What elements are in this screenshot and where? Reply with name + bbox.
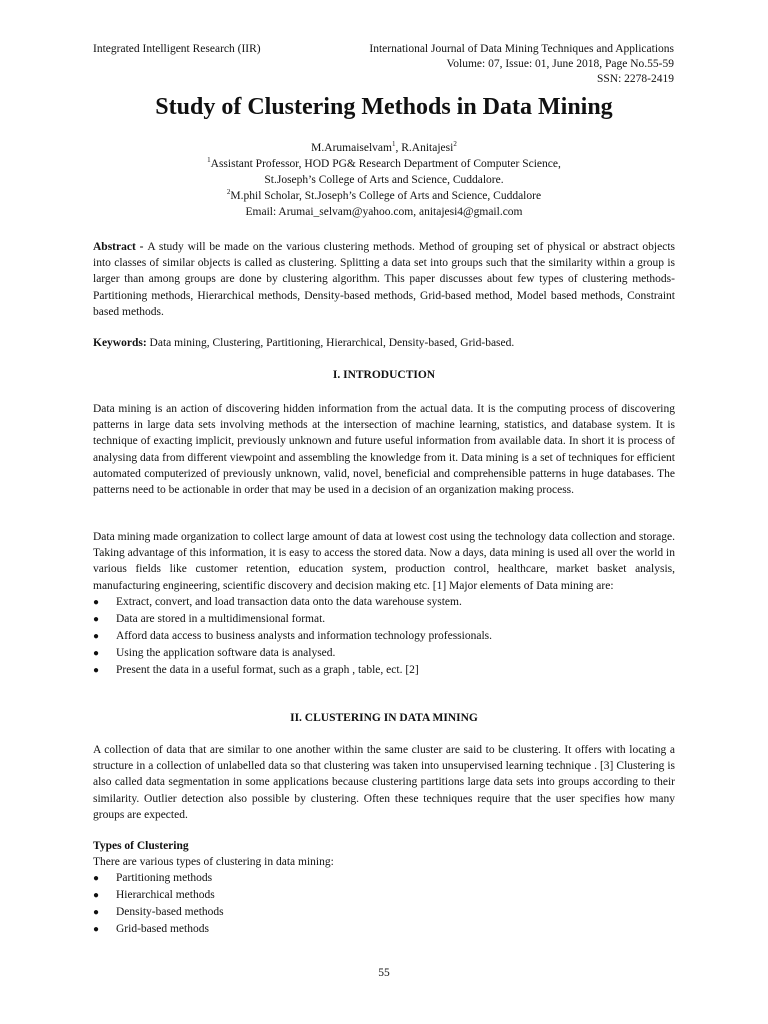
- section-2-heading: II. CLUSTERING IN DATA MINING: [290, 712, 478, 724]
- list-item: ● Afford data access to business analysts and information technology professionals.: [93, 628, 675, 645]
- bullet-icon: ●: [93, 647, 100, 659]
- affiliation-2-sup: 2: [226, 188, 231, 197]
- affiliation-1-text: Assistant Professor, HOD PG& Research Department of Computer Science,: [210, 158, 561, 170]
- bullet-icon: ●: [93, 890, 100, 902]
- section-2-paragraph-1: [93, 742, 675, 823]
- keywords-text: Data mining, Clustering, Partitioning, Hierarchical, Density-based, Grid-based.: [146, 337, 515, 349]
- list-item: ● Extract, convert, and load transaction data onto the data warehouse system.: [93, 594, 675, 611]
- list-item: ● Grid-based methods: [93, 921, 675, 938]
- bullet-icon: ●: [93, 596, 100, 608]
- section-2-paragraph-1-text: A collection of data that are similar to one another within the same cluster are said to be clustering. It offers with locating a structure in a collection of unlabelled data so that clustering was taken into unsupervised learning technique . [3] Clustering is also called data segmentation in some applications because clustering partitions large data sets into groups according to their similarity. Outlier detection also possible by clustering. Often these techniques require that the user specifies how many groups are expected.: [93, 744, 675, 821]
- bullet-icon: ●: [93, 907, 100, 919]
- types-intro: There are various types of clustering in data mining:: [93, 856, 334, 869]
- section-1-paragraph-1-text: Data mining is an action of discovering hidden information from the actual data. It is the computing process of discovering patterns in large data sets involving methods at the intersection of machine learning, statistics, and database system. It is technique of exacting implicit, previously unknown and future useful information from available data. In short it is process of analysing data from different viewpoint and assembling the knowledge from it. Data mining is a set of techniques for efficient automated computerized of previously unknown, valid, novel, beneficial and comprehensible patterns in huge databases. The patterns need to be actionable in order that may be used in a decision of an organization making process.: [93, 403, 675, 497]
- header-volume: Volume: 07, Issue: 01, June 2018, Page No.55-59: [446, 58, 674, 70]
- bullet-icon: ●: [93, 924, 100, 936]
- types-heading: Types of Clustering: [93, 840, 189, 852]
- types-of-clustering: [93, 838, 675, 938]
- affiliation-1-line-1: [0, 156, 768, 172]
- author-2-sup: 2: [453, 140, 457, 149]
- author-1-name: M.Arumaiselvam: [311, 142, 392, 154]
- abstract-text: A study will be made on the various clustering methods. Method of grouping set of physical or abstract objects into classes of similar objects is called as clustering. Splitting a data set into groups such that the similarity within a group is larger than among groups are done by clustering algorithm. This paper discusses about few types of clustering methods- Partitioning methods, Hierarchical methods, Density-based methods, Grid-based method, Model based methods, Constraint based methods.: [93, 241, 676, 318]
- section-1-paragraph-2-text: Data mining made organization to collect large amount of data at lowest cost using the technology data collection and storage. Taking advantage of this information, it is easy to access the stored data. Now a days, data mining is used all over the world in various fields like customer retention, education system, production control, healthcare, market basket analysis, manufacturing engineering, scientific discovery and decision making etc. [1] Major elements of Data mining are:: [93, 531, 675, 592]
- author-2-name: R.Anitajesi: [401, 142, 454, 154]
- header-journal-info: [369, 42, 674, 87]
- bullet-icon: ●: [93, 664, 100, 676]
- clustering-types-list: [93, 870, 675, 938]
- header-publisher: Integrated Intelligent Research (IIR): [93, 43, 261, 55]
- affiliation-2: [0, 188, 768, 204]
- page-number: 55: [378, 967, 390, 979]
- list-item: ● Hierarchical methods: [93, 887, 675, 904]
- bullet-icon: ●: [93, 613, 100, 625]
- data-mining-elements-list: [93, 594, 675, 679]
- affiliation-1-line-2: St.Joseph’s College of Arts and Science, Cuddalore.: [264, 174, 504, 186]
- author-names: [0, 140, 768, 156]
- affiliation-1-sup: 1: [207, 156, 211, 165]
- header-issn: SSN: 2278-2419: [597, 73, 674, 85]
- author-separator: ,: [395, 142, 402, 154]
- list-item: ● Present the data in a useful format, such as a graph , table, ect. [2]: [93, 662, 675, 679]
- list-item: ● Data are stored in a multidimensional format.: [93, 611, 675, 628]
- author-block: [0, 140, 768, 220]
- bullet-icon: ●: [93, 873, 100, 885]
- abstract-label: Abstract -: [93, 241, 148, 253]
- list-item: ● Partitioning methods: [93, 870, 675, 887]
- header-journal-name: International Journal of Data Mining Techniques and Applications: [369, 43, 674, 55]
- list-item: ● Density-based methods: [93, 904, 675, 921]
- author-email: Email: Arumai_selvam@yahoo.com, anitajesi4@gmail.com: [245, 206, 523, 218]
- paper-title: Study of Clustering Methods in Data Mining: [155, 94, 613, 120]
- abstract: [93, 239, 675, 320]
- section-1-paragraph-1: [93, 401, 675, 498]
- section-1-paragraph-2: [93, 529, 675, 679]
- bullet-icon: ●: [93, 630, 100, 642]
- author-1-sup: 1: [391, 140, 396, 149]
- affiliation-2-text: M.phil Scholar, St.Joseph’s College of Arts and Science, Cuddalore: [230, 190, 542, 202]
- keywords-label: Keywords:: [93, 337, 147, 349]
- keywords: [93, 335, 675, 351]
- list-item: ● Using the application software data is analysed.: [93, 645, 675, 662]
- section-1-heading: I. INTRODUCTION: [332, 369, 436, 381]
